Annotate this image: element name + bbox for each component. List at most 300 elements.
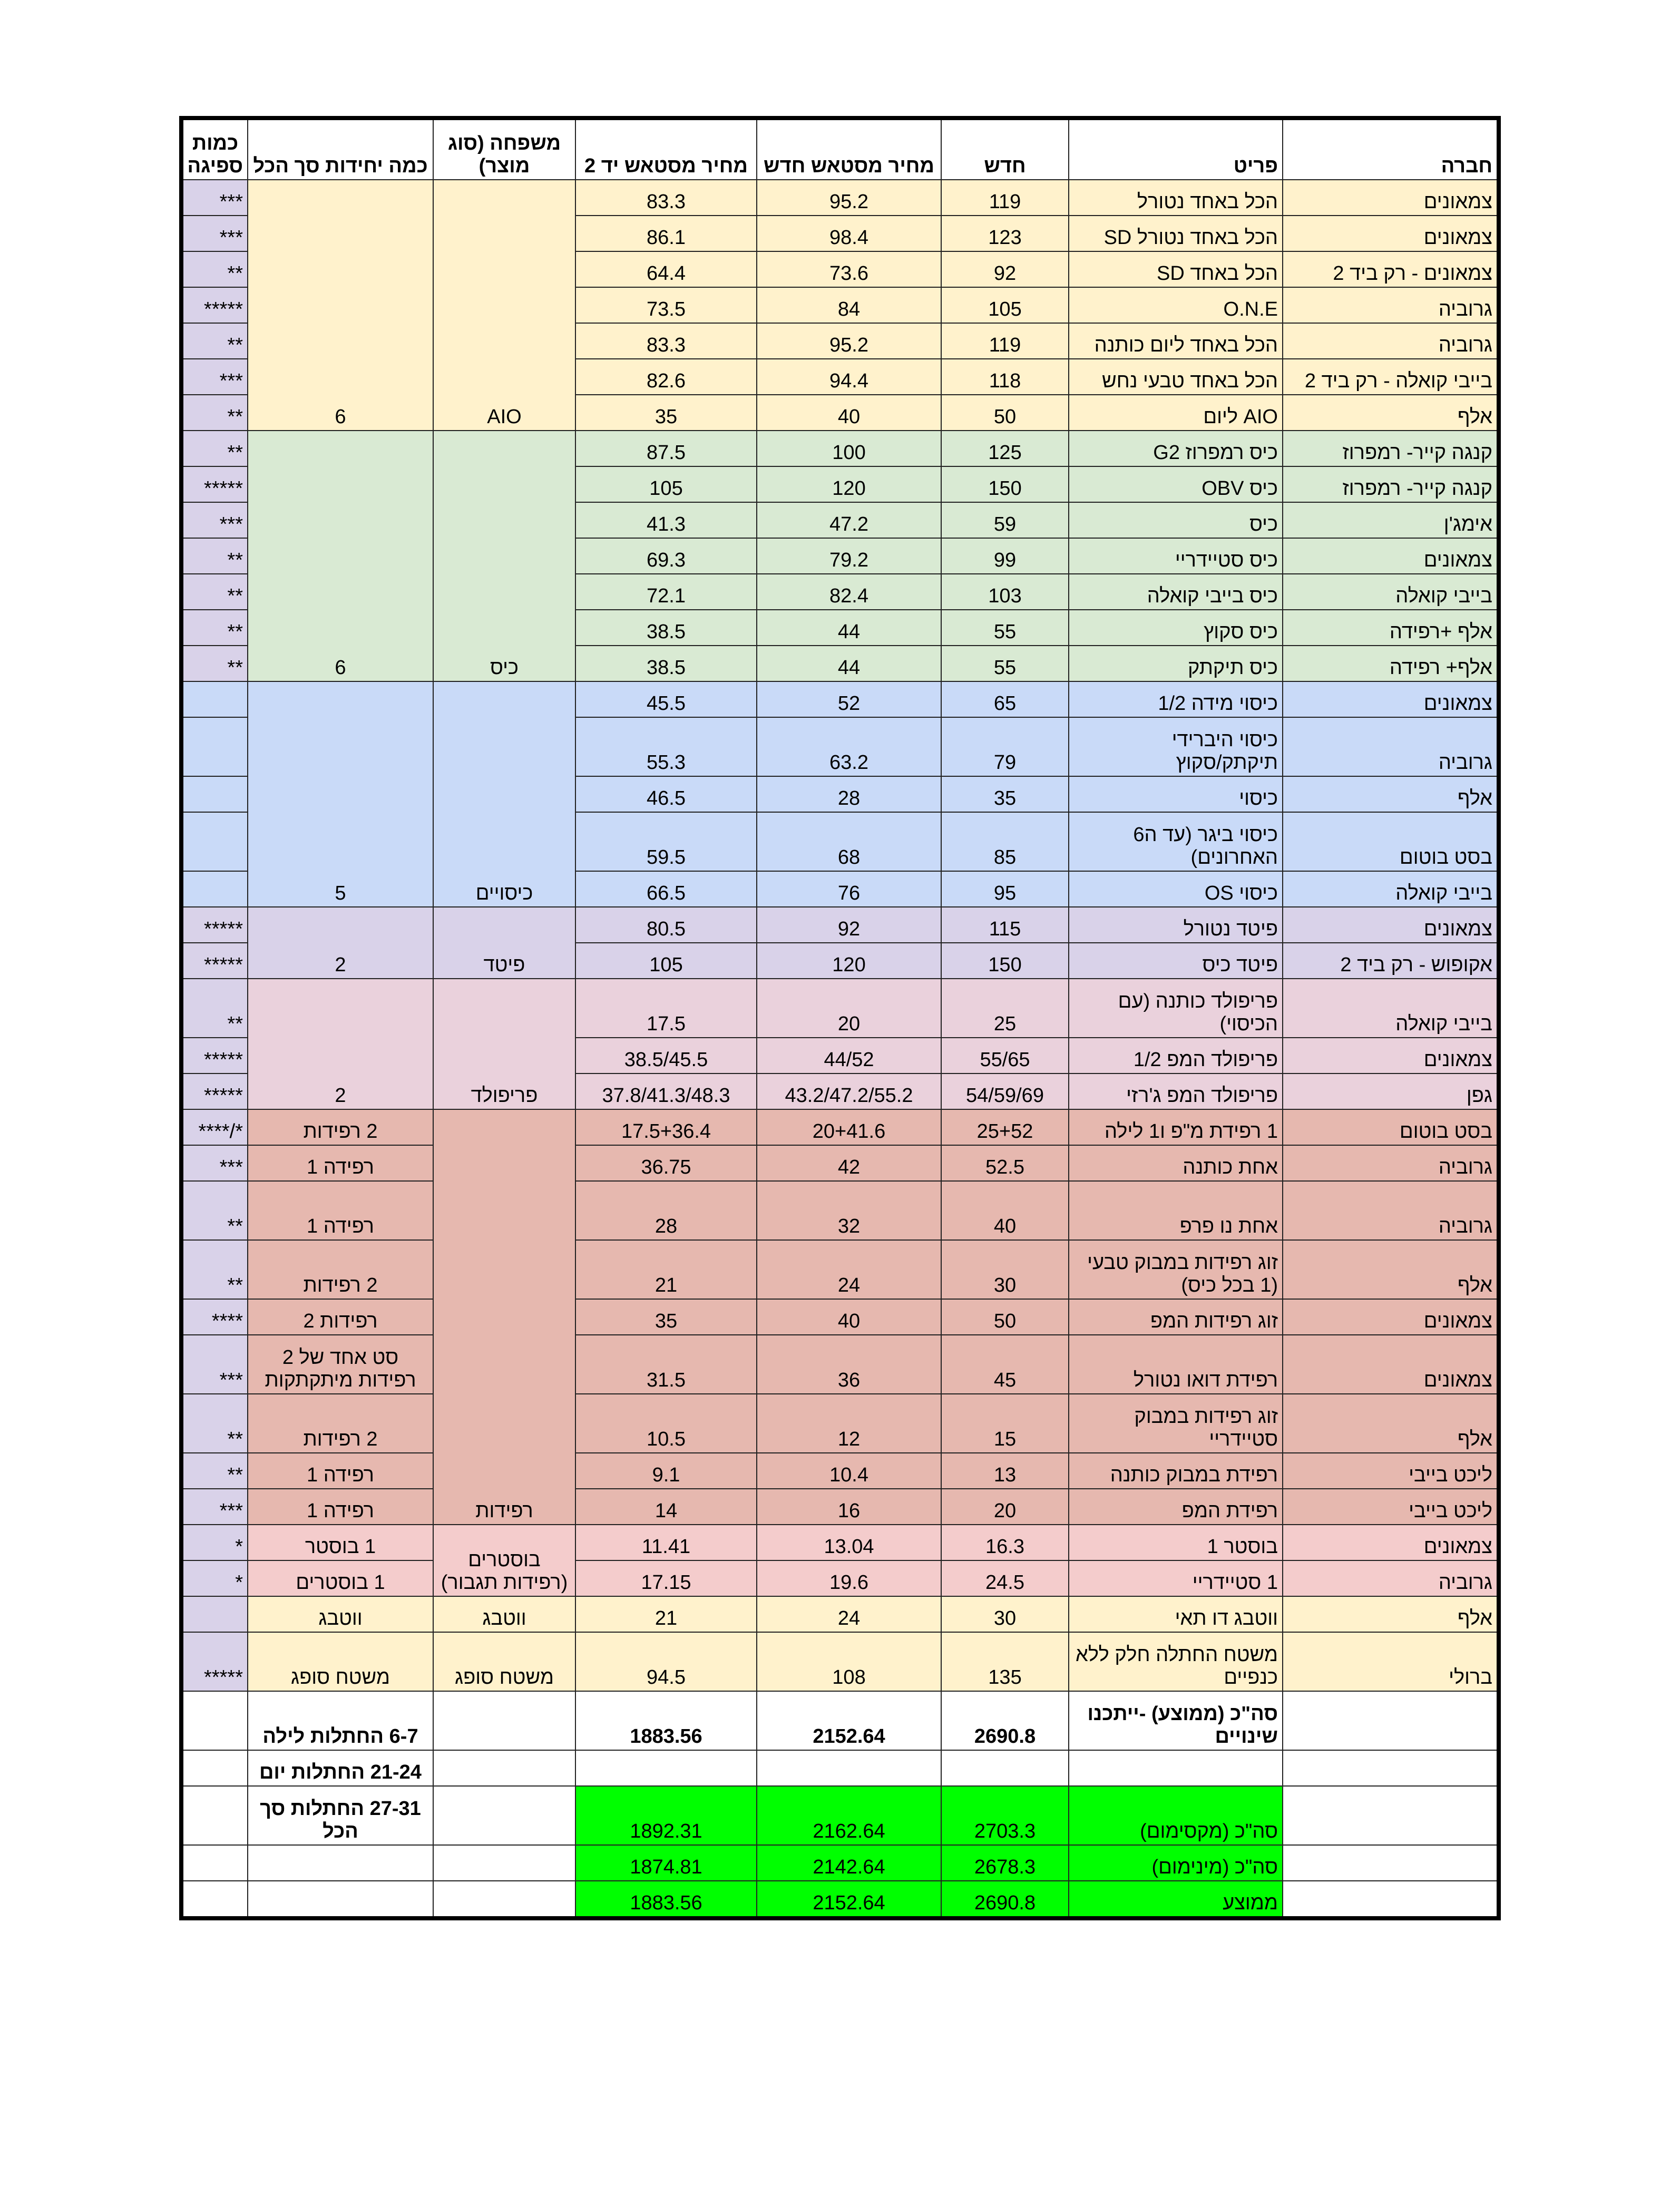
stash-new-price-cell: 40 bbox=[757, 1299, 941, 1335]
summary-total-stash-new: 2152.64 bbox=[757, 1691, 941, 1750]
absorbency-cell bbox=[181, 681, 248, 717]
new-price-cell: 92 bbox=[941, 251, 1069, 287]
company-cell: גרוביה bbox=[1283, 323, 1499, 359]
summary-max-stash-used: 1892.31 bbox=[575, 1786, 757, 1845]
summary-min-new: 2678.3 bbox=[941, 1845, 1069, 1881]
new-price-cell: 13 bbox=[941, 1453, 1069, 1489]
new-price-cell: 135 bbox=[941, 1632, 1069, 1691]
item-cell: בוסטר 1 bbox=[1069, 1525, 1283, 1560]
new-price-cell: 118 bbox=[941, 359, 1069, 395]
stash-new-price-cell: 32 bbox=[757, 1181, 941, 1240]
absorbency-cell: * bbox=[181, 1560, 248, 1596]
item-cell: הכל באחד נטורל SD bbox=[1069, 216, 1283, 251]
units-cell: סט אחד של 2 רפידות מיתקתקות bbox=[248, 1335, 433, 1394]
stash-new-price-cell: 42 bbox=[757, 1145, 941, 1181]
new-price-cell: 15 bbox=[941, 1394, 1069, 1453]
absorbency-cell: *** bbox=[181, 1145, 248, 1181]
stash-new-price-cell: 43.2/47.2/55.2 bbox=[757, 1073, 941, 1109]
stash-new-price-cell: 84 bbox=[757, 287, 941, 323]
new-price-cell: 123 bbox=[941, 216, 1069, 251]
item-cell: זוג רפידות במבוק סטיידריי bbox=[1069, 1394, 1283, 1453]
stash-used-price-cell: 37.8/41.3/48.3 bbox=[575, 1073, 757, 1109]
company-cell: אלף bbox=[1283, 1240, 1499, 1299]
absorbency-cell: ***** bbox=[181, 287, 248, 323]
new-price-cell: 85 bbox=[941, 812, 1069, 871]
item-cell: 1 סטיידריי bbox=[1069, 1560, 1283, 1596]
company-cell: גרוביה bbox=[1283, 287, 1499, 323]
new-price-cell: 150 bbox=[941, 466, 1069, 502]
header-family: משפחה (סוג מוצר) bbox=[433, 118, 575, 180]
item-cell: כיסוי ביגר (עד ה6 האחרונים) bbox=[1069, 812, 1283, 871]
units-cell: רפידות 2 bbox=[248, 1299, 433, 1335]
units-cell: 2 רפידות bbox=[248, 1109, 433, 1145]
table-row bbox=[181, 1453, 1499, 1489]
item-cell: הכל באחד טבעי נחש bbox=[1069, 359, 1283, 395]
company-cell: צמאונים bbox=[1283, 1525, 1499, 1560]
item-cell: פיטד כיס bbox=[1069, 943, 1283, 979]
absorbency-cell: ** bbox=[181, 538, 248, 574]
absorbency-cell: ** bbox=[181, 431, 248, 466]
company-cell: אלף bbox=[1283, 395, 1499, 431]
stash-new-price-cell: 120 bbox=[757, 943, 941, 979]
company-cell: בייבי קואלה - רק ביד 2 bbox=[1283, 359, 1499, 395]
company-cell: ברולי bbox=[1283, 1632, 1499, 1691]
company-cell: אקופוש - רק ביד 2 bbox=[1283, 943, 1499, 979]
item-cell: 1 רפידת מ"פ ו1 לילה bbox=[1069, 1109, 1283, 1145]
units-cell: 2 bbox=[248, 979, 433, 1109]
table-row bbox=[181, 681, 1499, 717]
units-cell: 2 bbox=[248, 907, 433, 979]
company-cell: צמאונים bbox=[1283, 180, 1499, 216]
new-price-cell: 65 bbox=[941, 681, 1069, 717]
table-row bbox=[181, 1596, 1499, 1632]
company-cell: בייבי קואלה bbox=[1283, 979, 1499, 1038]
summary-avg-stash-new: 2152.64 bbox=[757, 1881, 941, 1918]
stash-used-price-cell: 82.6 bbox=[575, 359, 757, 395]
table-row bbox=[181, 1335, 1499, 1394]
stash-new-price-cell: 52 bbox=[757, 681, 941, 717]
new-price-cell: 59 bbox=[941, 502, 1069, 538]
absorbency-cell: ***** bbox=[181, 1632, 248, 1691]
units-cell: 1 בוסטר bbox=[248, 1525, 433, 1560]
header-company: חברה bbox=[1283, 118, 1499, 180]
stash-used-price-cell: 66.5 bbox=[575, 871, 757, 907]
absorbency-cell bbox=[181, 871, 248, 907]
units-cell: 1 בוסטרים bbox=[248, 1560, 433, 1596]
summary-empty bbox=[248, 1845, 433, 1881]
company-cell: צמאונים bbox=[1283, 538, 1499, 574]
summary-row bbox=[181, 1691, 1499, 1750]
absorbency-cell: *** bbox=[181, 216, 248, 251]
units-cell: 6 bbox=[248, 431, 433, 681]
item-cell: רפידת המפ bbox=[1069, 1489, 1283, 1525]
units-cell: 5 bbox=[248, 681, 433, 907]
new-price-cell: 40 bbox=[941, 1181, 1069, 1240]
summary-empty bbox=[1283, 1881, 1499, 1918]
company-cell: צמאונים bbox=[1283, 907, 1499, 943]
new-price-cell: 103 bbox=[941, 574, 1069, 610]
stash-new-price-cell: 40 bbox=[757, 395, 941, 431]
company-cell: בייבי קואלה bbox=[1283, 574, 1499, 610]
stash-used-price-cell: 69.3 bbox=[575, 538, 757, 574]
summary-empty bbox=[181, 1691, 248, 1750]
header-qty: כמות ספיגה bbox=[181, 118, 248, 180]
company-cell: קנגה קייר- רמפרוז bbox=[1283, 466, 1499, 502]
absorbency-cell: ** bbox=[181, 979, 248, 1038]
summary-empty bbox=[181, 1786, 248, 1845]
stash-used-price-cell: 80.5 bbox=[575, 907, 757, 943]
table-row bbox=[181, 1299, 1499, 1335]
stash-used-price-cell: 38.5 bbox=[575, 646, 757, 681]
new-price-cell: 25 bbox=[941, 979, 1069, 1038]
summary-row bbox=[181, 1845, 1499, 1881]
absorbency-cell: ** bbox=[181, 251, 248, 287]
summary-empty bbox=[1069, 1750, 1283, 1786]
table-row bbox=[181, 1181, 1499, 1240]
absorbency-cell: *** bbox=[181, 1489, 248, 1525]
new-price-cell: 20 bbox=[941, 1489, 1069, 1525]
item-cell: O.N.E bbox=[1069, 287, 1283, 323]
item-cell: זוג רפידות המפ bbox=[1069, 1299, 1283, 1335]
stash-new-price-cell: 10.4 bbox=[757, 1453, 941, 1489]
summary-min-label: סה"כ (מינימום) bbox=[1069, 1845, 1283, 1881]
stash-new-price-cell: 19.6 bbox=[757, 1560, 941, 1596]
family-cell: כיס bbox=[433, 431, 575, 681]
family-cell: פיטד bbox=[433, 907, 575, 979]
item-cell: כיס תיקתק bbox=[1069, 646, 1283, 681]
company-cell: גרוביה bbox=[1283, 717, 1499, 776]
stash-used-price-cell: 38.5 bbox=[575, 610, 757, 646]
item-cell: כיס bbox=[1069, 502, 1283, 538]
new-price-cell: 30 bbox=[941, 1240, 1069, 1299]
table-row bbox=[181, 1632, 1499, 1691]
item-cell: כיסוי היברידי תיקתק/סקוץ bbox=[1069, 717, 1283, 776]
summary-total-label: סה"כ (ממוצע) -ייתכנו שינויים bbox=[1069, 1691, 1283, 1750]
stash-used-price-cell: 35 bbox=[575, 395, 757, 431]
family-cell: רפידות bbox=[433, 1109, 575, 1525]
new-price-cell: 105 bbox=[941, 287, 1069, 323]
company-cell: בסט בוטום bbox=[1283, 1109, 1499, 1145]
family-cell: AIO bbox=[433, 180, 575, 431]
summary-empty bbox=[433, 1691, 575, 1750]
item-cell: פריפולד המפ 1/2 bbox=[1069, 1038, 1283, 1073]
company-cell: אימג'ן bbox=[1283, 502, 1499, 538]
stash-new-price-cell: 79.2 bbox=[757, 538, 941, 574]
family-cell: ווטבג bbox=[433, 1596, 575, 1632]
summary-max-label: סה"כ (מקסימום) bbox=[1069, 1786, 1283, 1845]
stash-used-price-cell: 105 bbox=[575, 943, 757, 979]
stash-new-price-cell: 36 bbox=[757, 1335, 941, 1394]
summary-empty bbox=[1283, 1691, 1499, 1750]
company-cell: בייבי קואלה bbox=[1283, 871, 1499, 907]
units-cell: רפידה 1 bbox=[248, 1145, 433, 1181]
table-row bbox=[181, 1394, 1499, 1453]
item-cell: כיסוי bbox=[1069, 776, 1283, 812]
summary-empty bbox=[433, 1750, 575, 1786]
header-units: כמה יחידות סך הכל bbox=[248, 118, 433, 180]
company-cell: צמאונים bbox=[1283, 1038, 1499, 1073]
units-cell: ווטבג bbox=[248, 1596, 433, 1632]
item-cell: הכל באחד נטורל bbox=[1069, 180, 1283, 216]
company-cell: אלף+ רפידה bbox=[1283, 646, 1499, 681]
units-cell: 2 רפידות bbox=[248, 1394, 433, 1453]
item-cell: כיס רמפרוז G2 bbox=[1069, 431, 1283, 466]
stash-used-price-cell: 17.15 bbox=[575, 1560, 757, 1596]
new-price-cell: 99 bbox=[941, 538, 1069, 574]
stash-new-price-cell: 120 bbox=[757, 466, 941, 502]
stash-used-price-cell: 17.5 bbox=[575, 979, 757, 1038]
absorbency-cell: ** bbox=[181, 646, 248, 681]
summary-avg-stash-used: 1883.56 bbox=[575, 1881, 757, 1918]
family-cell: משטח סופג bbox=[433, 1632, 575, 1691]
new-price-cell: 50 bbox=[941, 395, 1069, 431]
item-cell: AIO ליום bbox=[1069, 395, 1283, 431]
absorbency-cell: ** bbox=[181, 1394, 248, 1453]
header-item: פריט bbox=[1069, 118, 1283, 180]
summary-day: 21-24 החתלות יום bbox=[248, 1750, 433, 1786]
table-row bbox=[181, 1109, 1499, 1145]
stash-used-price-cell: 83.3 bbox=[575, 180, 757, 216]
absorbency-cell: ***** bbox=[181, 466, 248, 502]
absorbency-cell bbox=[181, 717, 248, 776]
new-price-cell: 55/65 bbox=[941, 1038, 1069, 1073]
new-price-cell: 79 bbox=[941, 717, 1069, 776]
new-price-cell: 55 bbox=[941, 610, 1069, 646]
stash-new-price-cell: 16 bbox=[757, 1489, 941, 1525]
item-cell: כיס סקוץ bbox=[1069, 610, 1283, 646]
stash-new-price-cell: 28 bbox=[757, 776, 941, 812]
absorbency-cell bbox=[181, 1596, 248, 1632]
company-cell: צמאונים bbox=[1283, 1335, 1499, 1394]
item-cell: פיטד נטורל bbox=[1069, 907, 1283, 943]
company-cell: קנגה קייר- רמפרוז bbox=[1283, 431, 1499, 466]
absorbency-cell: ** bbox=[181, 1240, 248, 1299]
stash-new-price-cell: 82.4 bbox=[757, 574, 941, 610]
stash-new-price-cell: 68 bbox=[757, 812, 941, 871]
item-cell: רפידת במבוק כותנה bbox=[1069, 1453, 1283, 1489]
absorbency-cell bbox=[181, 812, 248, 871]
stash-used-price-cell: 86.1 bbox=[575, 216, 757, 251]
absorbency-cell: ***** bbox=[181, 1038, 248, 1073]
new-price-cell: 119 bbox=[941, 180, 1069, 216]
summary-empty bbox=[941, 1750, 1069, 1786]
new-price-cell: 119 bbox=[941, 323, 1069, 359]
new-price-cell: 24.5 bbox=[941, 1560, 1069, 1596]
stash-new-price-cell: 44/52 bbox=[757, 1038, 941, 1073]
stash-new-price-cell: 95.2 bbox=[757, 180, 941, 216]
stash-new-price-cell: 108 bbox=[757, 1632, 941, 1691]
family-cell: כיסויים bbox=[433, 681, 575, 907]
item-cell: כיס בייבי קואלה bbox=[1069, 574, 1283, 610]
new-price-cell: 125 bbox=[941, 431, 1069, 466]
stash-used-price-cell: 83.3 bbox=[575, 323, 757, 359]
summary-empty bbox=[1283, 1786, 1499, 1845]
units-cell: משטח סופג bbox=[248, 1632, 433, 1691]
header-row bbox=[181, 118, 1499, 180]
stash-used-price-cell: 28 bbox=[575, 1181, 757, 1240]
stash-used-price-cell: 31.5 bbox=[575, 1335, 757, 1394]
item-cell: כיס OBV bbox=[1069, 466, 1283, 502]
new-price-cell: 16.3 bbox=[941, 1525, 1069, 1560]
table-row bbox=[181, 180, 1499, 216]
stash-new-price-cell: 24 bbox=[757, 1596, 941, 1632]
stash-used-price-cell: 38.5/45.5 bbox=[575, 1038, 757, 1073]
stash-new-price-cell: 100 bbox=[757, 431, 941, 466]
stash-used-price-cell: 14 bbox=[575, 1489, 757, 1525]
new-price-cell: 150 bbox=[941, 943, 1069, 979]
new-price-cell: 25+52 bbox=[941, 1109, 1069, 1145]
stash-used-price-cell: 9.1 bbox=[575, 1453, 757, 1489]
summary-max-stash-new: 2162.64 bbox=[757, 1786, 941, 1845]
stash-used-price-cell: 73.5 bbox=[575, 287, 757, 323]
absorbency-cell: *** bbox=[181, 1335, 248, 1394]
stash-used-price-cell: 105 bbox=[575, 466, 757, 502]
table-row bbox=[181, 979, 1499, 1038]
stash-new-price-cell: 44 bbox=[757, 610, 941, 646]
units-cell: 6 bbox=[248, 180, 433, 431]
summary-empty bbox=[433, 1845, 575, 1881]
stash-used-price-cell: 94.5 bbox=[575, 1632, 757, 1691]
stash-used-price-cell: 72.1 bbox=[575, 574, 757, 610]
item-cell: אחת כותנה bbox=[1069, 1145, 1283, 1181]
item-cell: הכל באחד ליום כותנה bbox=[1069, 323, 1283, 359]
item-cell: כיסוי מידה 1/2 bbox=[1069, 681, 1283, 717]
absorbency-cell: * bbox=[181, 1525, 248, 1560]
summary-empty bbox=[575, 1750, 757, 1786]
absorbency-cell: ***** bbox=[181, 1073, 248, 1109]
units-cell: רפידה 1 bbox=[248, 1181, 433, 1240]
item-cell: משטח החתלה חלק ללא כנפיים bbox=[1069, 1632, 1283, 1691]
new-price-cell: 55 bbox=[941, 646, 1069, 681]
stash-used-price-cell: 17.5+36.4 bbox=[575, 1109, 757, 1145]
company-cell: אלף bbox=[1283, 776, 1499, 812]
summary-empty bbox=[1283, 1845, 1499, 1881]
absorbency-cell: *** bbox=[181, 359, 248, 395]
company-cell: אלף +רפידה bbox=[1283, 610, 1499, 646]
new-price-cell: 95 bbox=[941, 871, 1069, 907]
table-row bbox=[181, 1489, 1499, 1525]
company-cell: צמאונים - רק ביד 2 bbox=[1283, 251, 1499, 287]
summary-empty bbox=[181, 1845, 248, 1881]
stash-used-price-cell: 10.5 bbox=[575, 1394, 757, 1453]
stash-new-price-cell: 73.6 bbox=[757, 251, 941, 287]
summary-max-new: 2703.3 bbox=[941, 1786, 1069, 1845]
summary-all: 27-31 החתלות סך הכל bbox=[248, 1786, 433, 1845]
new-price-cell: 35 bbox=[941, 776, 1069, 812]
summary-night: 6-7 החתלות לילה bbox=[248, 1691, 433, 1750]
summary-min-stash-used: 1874.81 bbox=[575, 1845, 757, 1881]
units-cell: 2 רפידות bbox=[248, 1240, 433, 1299]
absorbency-cell: ***** bbox=[181, 907, 248, 943]
summary-empty bbox=[181, 1750, 248, 1786]
absorbency-cell: ** bbox=[181, 323, 248, 359]
stash-used-price-cell: 59.5 bbox=[575, 812, 757, 871]
summary-empty bbox=[181, 1881, 248, 1918]
absorbency-cell: ** bbox=[181, 610, 248, 646]
absorbency-cell: ** bbox=[181, 574, 248, 610]
new-price-cell: 50 bbox=[941, 1299, 1069, 1335]
company-cell: ליכט בייבי bbox=[1283, 1489, 1499, 1525]
company-cell: בסט בוטום bbox=[1283, 812, 1499, 871]
company-cell: גרוביה bbox=[1283, 1181, 1499, 1240]
table-row bbox=[181, 1560, 1499, 1596]
stash-new-price-cell: 13.04 bbox=[757, 1525, 941, 1560]
stash-new-price-cell: 47.2 bbox=[757, 502, 941, 538]
summary-empty bbox=[1283, 1750, 1499, 1786]
item-cell: אחת נו פרפ bbox=[1069, 1181, 1283, 1240]
stash-new-price-cell: 24 bbox=[757, 1240, 941, 1299]
stash-used-price-cell: 21 bbox=[575, 1596, 757, 1632]
stash-new-price-cell: 92 bbox=[757, 907, 941, 943]
table-row bbox=[181, 431, 1499, 466]
new-price-cell: 115 bbox=[941, 907, 1069, 943]
stash-new-price-cell: 63.2 bbox=[757, 717, 941, 776]
stash-used-price-cell: 87.5 bbox=[575, 431, 757, 466]
stash-new-price-cell: 98.4 bbox=[757, 216, 941, 251]
header-new: חדש bbox=[941, 118, 1069, 180]
company-cell: צמאונים bbox=[1283, 681, 1499, 717]
table-row bbox=[181, 1145, 1499, 1181]
summary-min-stash-new: 2142.64 bbox=[757, 1845, 941, 1881]
item-cell: רפידת דואו נטורל bbox=[1069, 1335, 1283, 1394]
table-row bbox=[181, 1525, 1499, 1560]
stash-used-price-cell: 64.4 bbox=[575, 251, 757, 287]
company-cell: גרוביה bbox=[1283, 1145, 1499, 1181]
table-row bbox=[181, 907, 1499, 943]
absorbency-cell: *** bbox=[181, 180, 248, 216]
stash-new-price-cell: 12 bbox=[757, 1394, 941, 1453]
summary-avg-new: 2690.8 bbox=[941, 1881, 1069, 1918]
absorbency-cell bbox=[181, 776, 248, 812]
absorbency-cell: */**** bbox=[181, 1109, 248, 1145]
company-cell: גפן bbox=[1283, 1073, 1499, 1109]
diaper-price-table bbox=[179, 116, 1501, 1920]
summary-avg-label: ממוצע bbox=[1069, 1881, 1283, 1918]
stash-new-price-cell: 76 bbox=[757, 871, 941, 907]
company-cell: צמאונים bbox=[1283, 1299, 1499, 1335]
units-cell: רפידה 1 bbox=[248, 1489, 433, 1525]
item-cell: ווטבג דו תאי bbox=[1069, 1596, 1283, 1632]
table-row bbox=[181, 1240, 1499, 1299]
summary-empty bbox=[433, 1786, 575, 1845]
summary-row bbox=[181, 1881, 1499, 1918]
stash-used-price-cell: 55.3 bbox=[575, 717, 757, 776]
company-cell: אלף bbox=[1283, 1596, 1499, 1632]
summary-empty bbox=[757, 1750, 941, 1786]
stash-new-price-cell: 20 bbox=[757, 979, 941, 1038]
absorbency-cell: **** bbox=[181, 1299, 248, 1335]
summary-empty bbox=[433, 1881, 575, 1918]
new-price-cell: 30 bbox=[941, 1596, 1069, 1632]
stash-used-price-cell: 35 bbox=[575, 1299, 757, 1335]
units-cell: רפידה 1 bbox=[248, 1453, 433, 1489]
absorbency-cell: ***** bbox=[181, 943, 248, 979]
stash-used-price-cell: 21 bbox=[575, 1240, 757, 1299]
company-cell: ליכט בייבי bbox=[1283, 1453, 1499, 1489]
new-price-cell: 54/59/69 bbox=[941, 1073, 1069, 1109]
summary-empty bbox=[248, 1881, 433, 1918]
company-cell: צמאונים bbox=[1283, 216, 1499, 251]
stash-new-price-cell: 95.2 bbox=[757, 323, 941, 359]
header-stash-used: מחיר מסטאש יד 2 bbox=[575, 118, 757, 180]
item-cell: הכל באחד SD bbox=[1069, 251, 1283, 287]
family-cell: בוסטרים (רפידות תגבור) bbox=[433, 1525, 575, 1596]
item-cell: כיסוי OS bbox=[1069, 871, 1283, 907]
company-cell: גרוביה bbox=[1283, 1560, 1499, 1596]
absorbency-cell: ** bbox=[181, 1181, 248, 1240]
summary-total-stash-used: 1883.56 bbox=[575, 1691, 757, 1750]
stash-new-price-cell: 94.4 bbox=[757, 359, 941, 395]
